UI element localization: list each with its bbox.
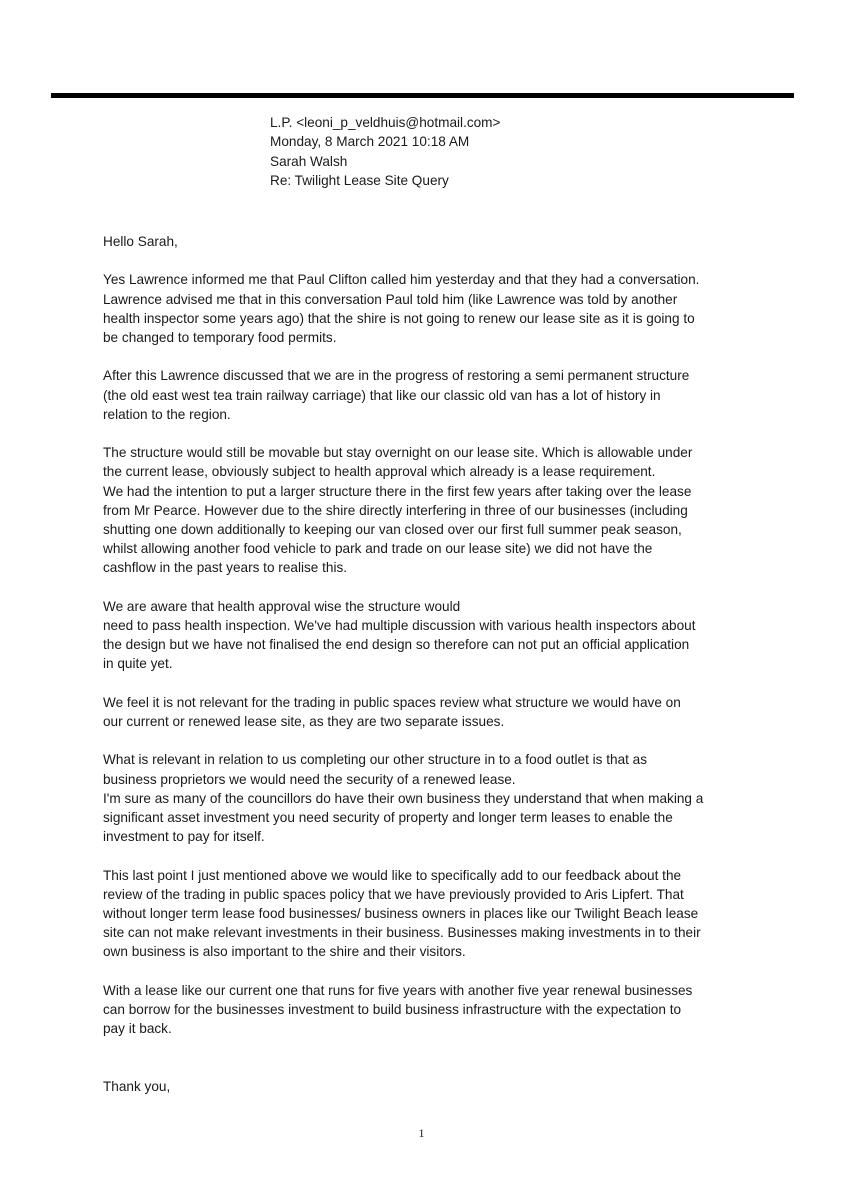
paragraph-line: Yes Lawrence informed me that Paul Clifton called him yesterday and that they had a conversation. (103, 272, 700, 288)
paragraph-line: pay it back. (103, 1021, 172, 1037)
paragraph-line: After this Lawrence discussed that we are in the progress of restoring a semi permanent structure (103, 368, 690, 384)
paragraph-line: shutting one down additionally to keeping our van closed over our first full summer peak season, (103, 522, 682, 537)
paragraph-line: our current or renewed lease site, as they are two separate issues. (103, 714, 505, 729)
closing: Thank you, (103, 1079, 171, 1094)
paragraph-line: from Mr Pearce. However due to the shire directly interfering in three of our businesses (including (103, 502, 688, 518)
email-header (270, 113, 500, 191)
paragraph-line: This last point I just mentioned above we would like to specifically add to our feedback about the (103, 867, 682, 883)
paragraph-5 (103, 693, 753, 731)
paragraph-line: We are aware that health approval wise the structure would (103, 598, 461, 614)
paragraph-line: We had the intention to put a larger structure there in the first few years after taking over the lease (103, 483, 692, 499)
page-number: 1 (418, 1126, 425, 1140)
paragraph-line: site can not make relevant investments in their business. Businesses making investments in to their (103, 925, 701, 941)
paragraph-line: (the old east west tea train railway carriage) that like our classic old van has a lot of history in (103, 387, 661, 403)
paragraph-7 (103, 866, 753, 962)
paragraph-2 (103, 366, 753, 424)
paragraph-line: relation to the region. (103, 406, 231, 422)
paragraph-line: cashflow in the past years to realise this. (103, 560, 348, 576)
paragraph-line: be changed to temporary food permits. (103, 330, 337, 345)
paragraph-line: own business is also important to the shire and their visitors. (103, 944, 466, 960)
top-divider (51, 93, 794, 98)
paragraph-line: Lawrence advised me that in this conversation Paul told him (like Lawrence was told by another (103, 291, 678, 307)
paragraph-line: significant asset investment you need security of property and longer term leases to enable the (103, 810, 673, 825)
to-line: Sarah Walsh (270, 153, 348, 169)
paragraph-line: investment to pay for itself. (103, 829, 265, 845)
greeting: Hello Sarah, (103, 234, 178, 249)
paragraph-4 (103, 597, 753, 674)
date-line: Monday, 8 March 2021 10:18 AM (270, 134, 470, 150)
paragraph-line: We feel it is not relevant for the trading in public spaces review what structure we would have on (103, 694, 681, 710)
paragraph-6 (103, 750, 753, 846)
paragraph-line: business proprietors we would need the security of a renewed lease. (103, 771, 516, 787)
paragraph-line: What is relevant in relation to us completing our other structure in to a food outlet is that as (103, 752, 648, 768)
paragraph-line: The structure would still be movable but stay overnight on our lease site. Which is allowable under (103, 445, 693, 461)
paragraph-line: whilst allowing another food vehicle to park and trade on our lease site) we did not have the (103, 541, 653, 557)
paragraph-line: need to pass health inspection. We've had multiple discussion with various health inspectors about (103, 618, 696, 633)
paragraph-line: without longer term lease food businesses/ business owners in places like our Twilight Beach lease (103, 906, 699, 921)
paragraph-line: review of the trading in public spaces policy that we have previously provided to Aris Lipfert. That (103, 886, 684, 902)
paragraph-line: I'm sure as many of the councillors do have their own business they understand that when making a (103, 790, 704, 806)
paragraph-line: in quite yet. (103, 656, 173, 672)
paragraph-line: the current lease, obviously subject to health approval which already is a lease requirement. (103, 464, 656, 480)
paragraph-1 (103, 270, 753, 347)
from-line: L.P. <leoni_p_veldhuis@hotmail.com> (270, 115, 501, 130)
paragraph-line: the design but we have not finalised the end design so therefore can not put an official application (103, 637, 690, 653)
subject-line: Re: Twilight Lease Site Query (270, 173, 449, 189)
paragraph-line: With a lease like our current one that runs for five years with another five year renewal businesses (103, 982, 693, 998)
paragraph-8 (103, 981, 753, 1039)
paragraph-line: can borrow for the businesses investment to build business infrastructure with the expectation to (103, 1002, 682, 1017)
paragraph-3 (103, 443, 753, 577)
paragraph-line: health inspector some years ago) that the shire is not going to renew our lease site as it is going to (103, 310, 695, 326)
email-body (103, 232, 753, 1038)
